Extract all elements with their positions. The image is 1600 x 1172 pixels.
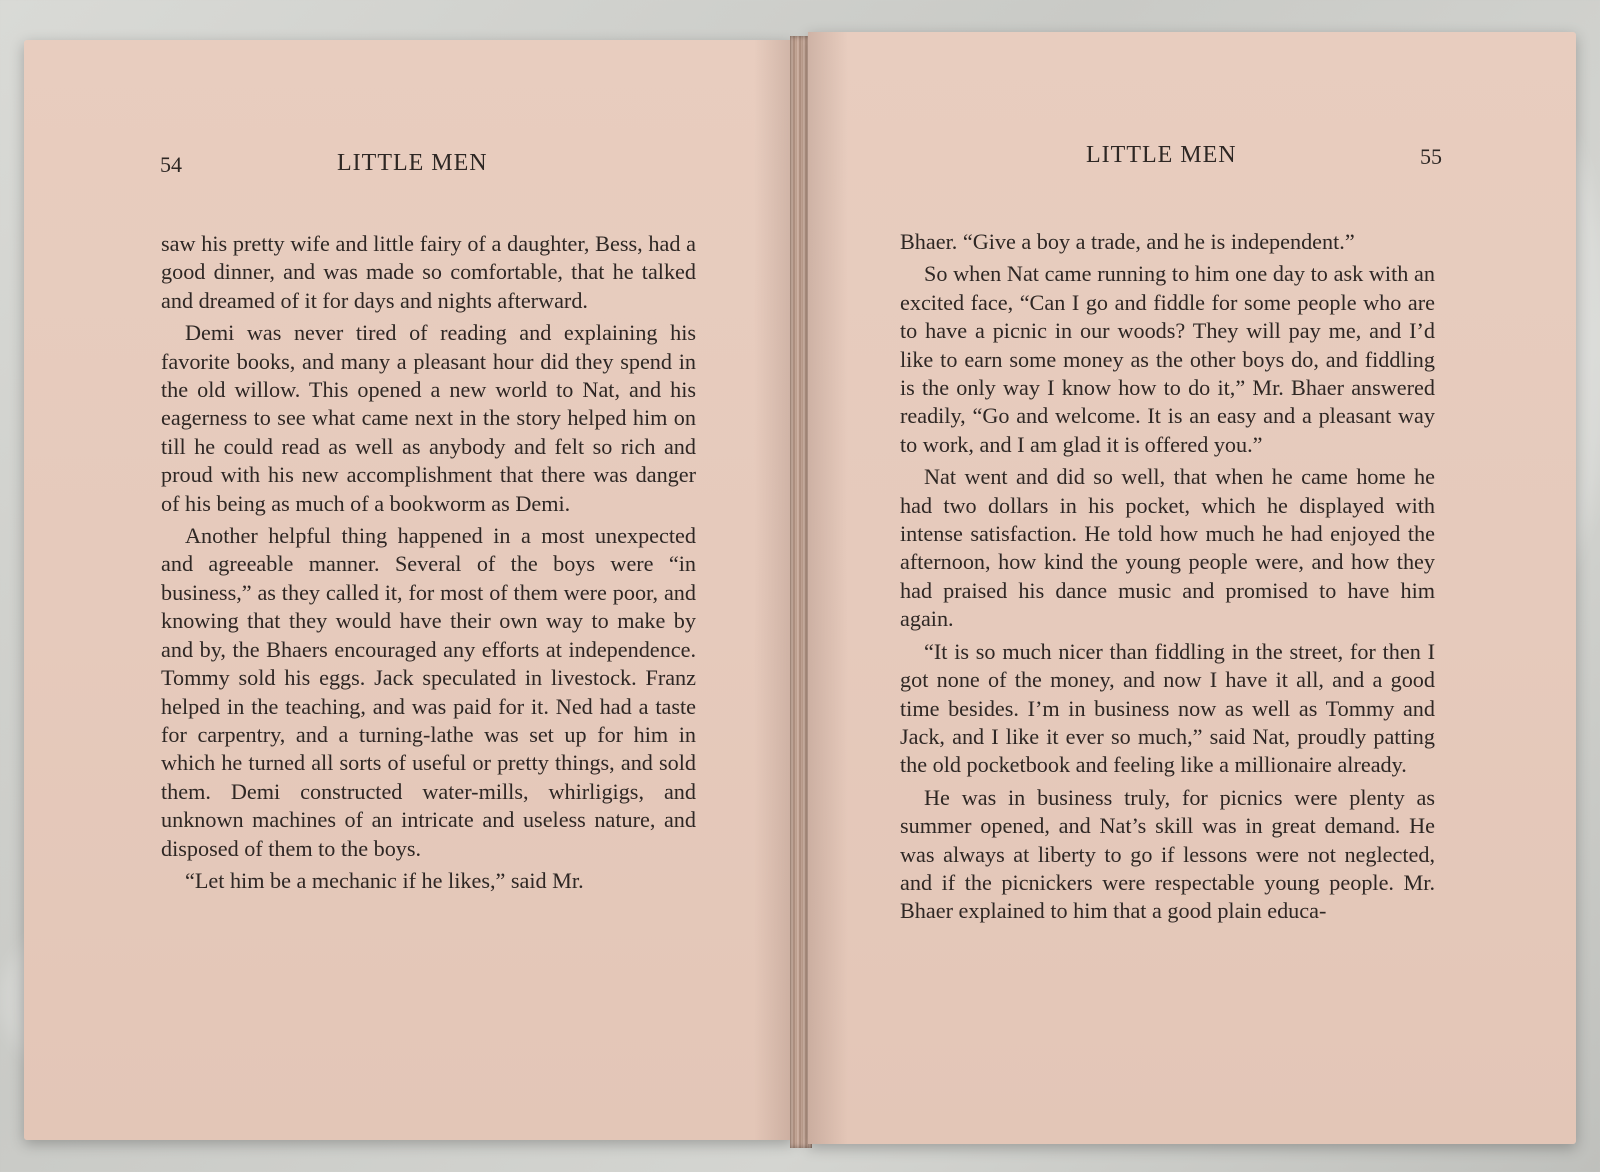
body-text — [161, 230, 696, 899]
running-head: LITTLE MEN — [337, 150, 488, 176]
running-head: LITTLE MEN — [1086, 142, 1237, 168]
paragraph: “It is so much nicer than fiddling in the street, for then I got none of the money, and now I have it all, and a good time besides. I’m in business now as well as Tommy and Jack, and I like it ever so much,” said Nat, proudly patting the old pocketbook and feeling like a millionaire already. — [900, 638, 1435, 778]
left-page — [24, 40, 794, 1140]
paragraph: “Let him be a mechanic if he likes,” said Mr. — [185, 867, 584, 893]
paragraph: So when Nat came running to him one day to ask with an excited face, “Can I go and fiddle for some people who are to have a picnic in our woods? They will pay me, and I’d like to earn some money as the other boys do, and fiddling is the only way I know how to do it,” Mr. Bhaer answered readily, “Go and welcome. It is an easy and a pleasant way to work, and I am glad it is offered you.” — [900, 261, 1435, 457]
paragraph: He was in business truly, for picnics were plenty as summer opened, and Nat’s skill was in great demand. He was always at liberty to go if lessons were not neglected, and if the picnickers were respectable young people. Mr. Bhaer explained to him that a good plain educa- — [900, 784, 1435, 924]
body-text — [900, 228, 1435, 930]
page-number: 54 — [160, 152, 182, 177]
paragraph: saw his pretty wife and little fairy of a daughter, Bess, had a good dinner, and was made so comfortable, that he talked and dreamed of it for days and nights afterward. — [161, 231, 696, 313]
paragraph: Bhaer. “Give a boy a trade, and he is independent.” — [900, 229, 1355, 254]
paragraph: Demi was never tired of reading and explaining his favorite books, and many a pleasant hour did they spend in the old willow. This opened a new world to Nat, and his eagerness to see what came next in the story helped him on till he could read as well as anybody and felt so rich and proud with his new accomplishment that there was danger of his being as much of a bookworm as Demi. — [161, 320, 696, 516]
right-page — [808, 32, 1576, 1144]
paragraph: Another helpful thing happened in a most unexpected and agreeable manner. Several of the boys were “in business,” as they called it, for most of them were poor, and knowing that they would have their own way to make by and by, the Bhaers encouraged any efforts at independence. Tommy sold his eggs. Jack speculated in livestock. Franz helped in the teaching, and was paid for it. Ned had a taste for carpentry, and a turning-lathe was set up for him in which he turned all sorts of useful or pretty things, and sold them. Demi constructed water-mills, whirligigs, and unknown machines of an intricate and useless nature, and disposed of them to the boys. — [161, 523, 696, 861]
page-number: 55 — [1420, 144, 1442, 169]
paragraph: Nat went and did so well, that when he came home he had two dollars in his pocket, which he displayed with intense satisfaction. He told how much he had enjoyed the afternoon, how kind the young people were, and how they had praised his dance music and promised to have him again. — [900, 464, 1435, 632]
